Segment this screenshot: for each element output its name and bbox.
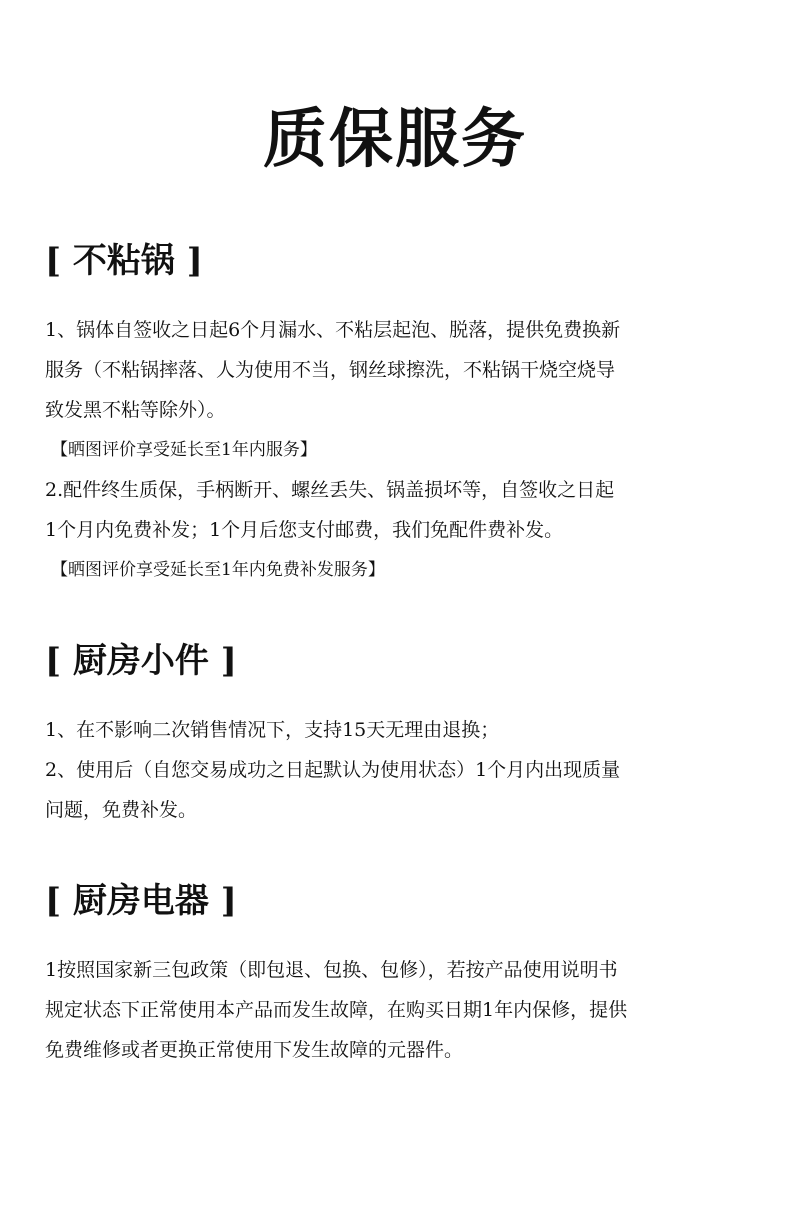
page-title: 质保服务 bbox=[263, 102, 527, 177]
section-body-kitchen-small-items bbox=[45, 710, 750, 830]
appliances-clause-1: 1按照国家新三包政策（即包退、包换、包修），若按产品使用说明书 规定状态下正常使用本产品而发生故障，在购买日期1年内保修，提供 免费维修或者更换正常使用下发生故障的元器件。 bbox=[45, 959, 628, 1061]
section-nonstick-pan bbox=[45, 238, 750, 590]
section-kitchen-small-items bbox=[45, 638, 750, 830]
small-items-clause-2: 2、使用后（自您交易成功之日起默认为使用状态）1个月内出现质量 问题，免费补发。 bbox=[45, 759, 621, 821]
section-heading-kitchen-appliances: [ 厨房电器 ] bbox=[45, 881, 237, 921]
small-items-clause-1: 1、在不影响二次销售情况下，支持15天无理由退换； bbox=[45, 719, 500, 741]
nonstick-clause-2: 2.配件终生质保，手柄断开、螺丝丢失、锅盖损坏等，自签收之日起 1个月内免费补发；1个月后您支付邮费，我们免配件费补发。 bbox=[45, 479, 615, 541]
nonstick-review-note-1: 【晒图评价享受延长至1年内服务】 bbox=[51, 440, 317, 460]
section-heading-kitchen-small-items: [ 厨房小件 ] bbox=[45, 641, 237, 681]
section-body-kitchen-appliances bbox=[45, 950, 750, 1070]
nonstick-review-note-2: 【晒图评价享受延长至1年内免费补发服务】 bbox=[51, 560, 385, 580]
section-body-nonstick-pan bbox=[45, 310, 750, 590]
section-kitchen-appliances bbox=[45, 878, 750, 1070]
nonstick-clause-1: 1、锅体自签收之日起6个月漏水、不粘层起泡、脱落，提供免费换新 服务（不粘锅摔落、人为使用不当，钢丝球擦洗，不粘锅干烧空烧导 致发黑不粘等除外）。 bbox=[45, 319, 621, 421]
section-heading-nonstick-pan: [ 不粘锅 ] bbox=[45, 241, 203, 281]
